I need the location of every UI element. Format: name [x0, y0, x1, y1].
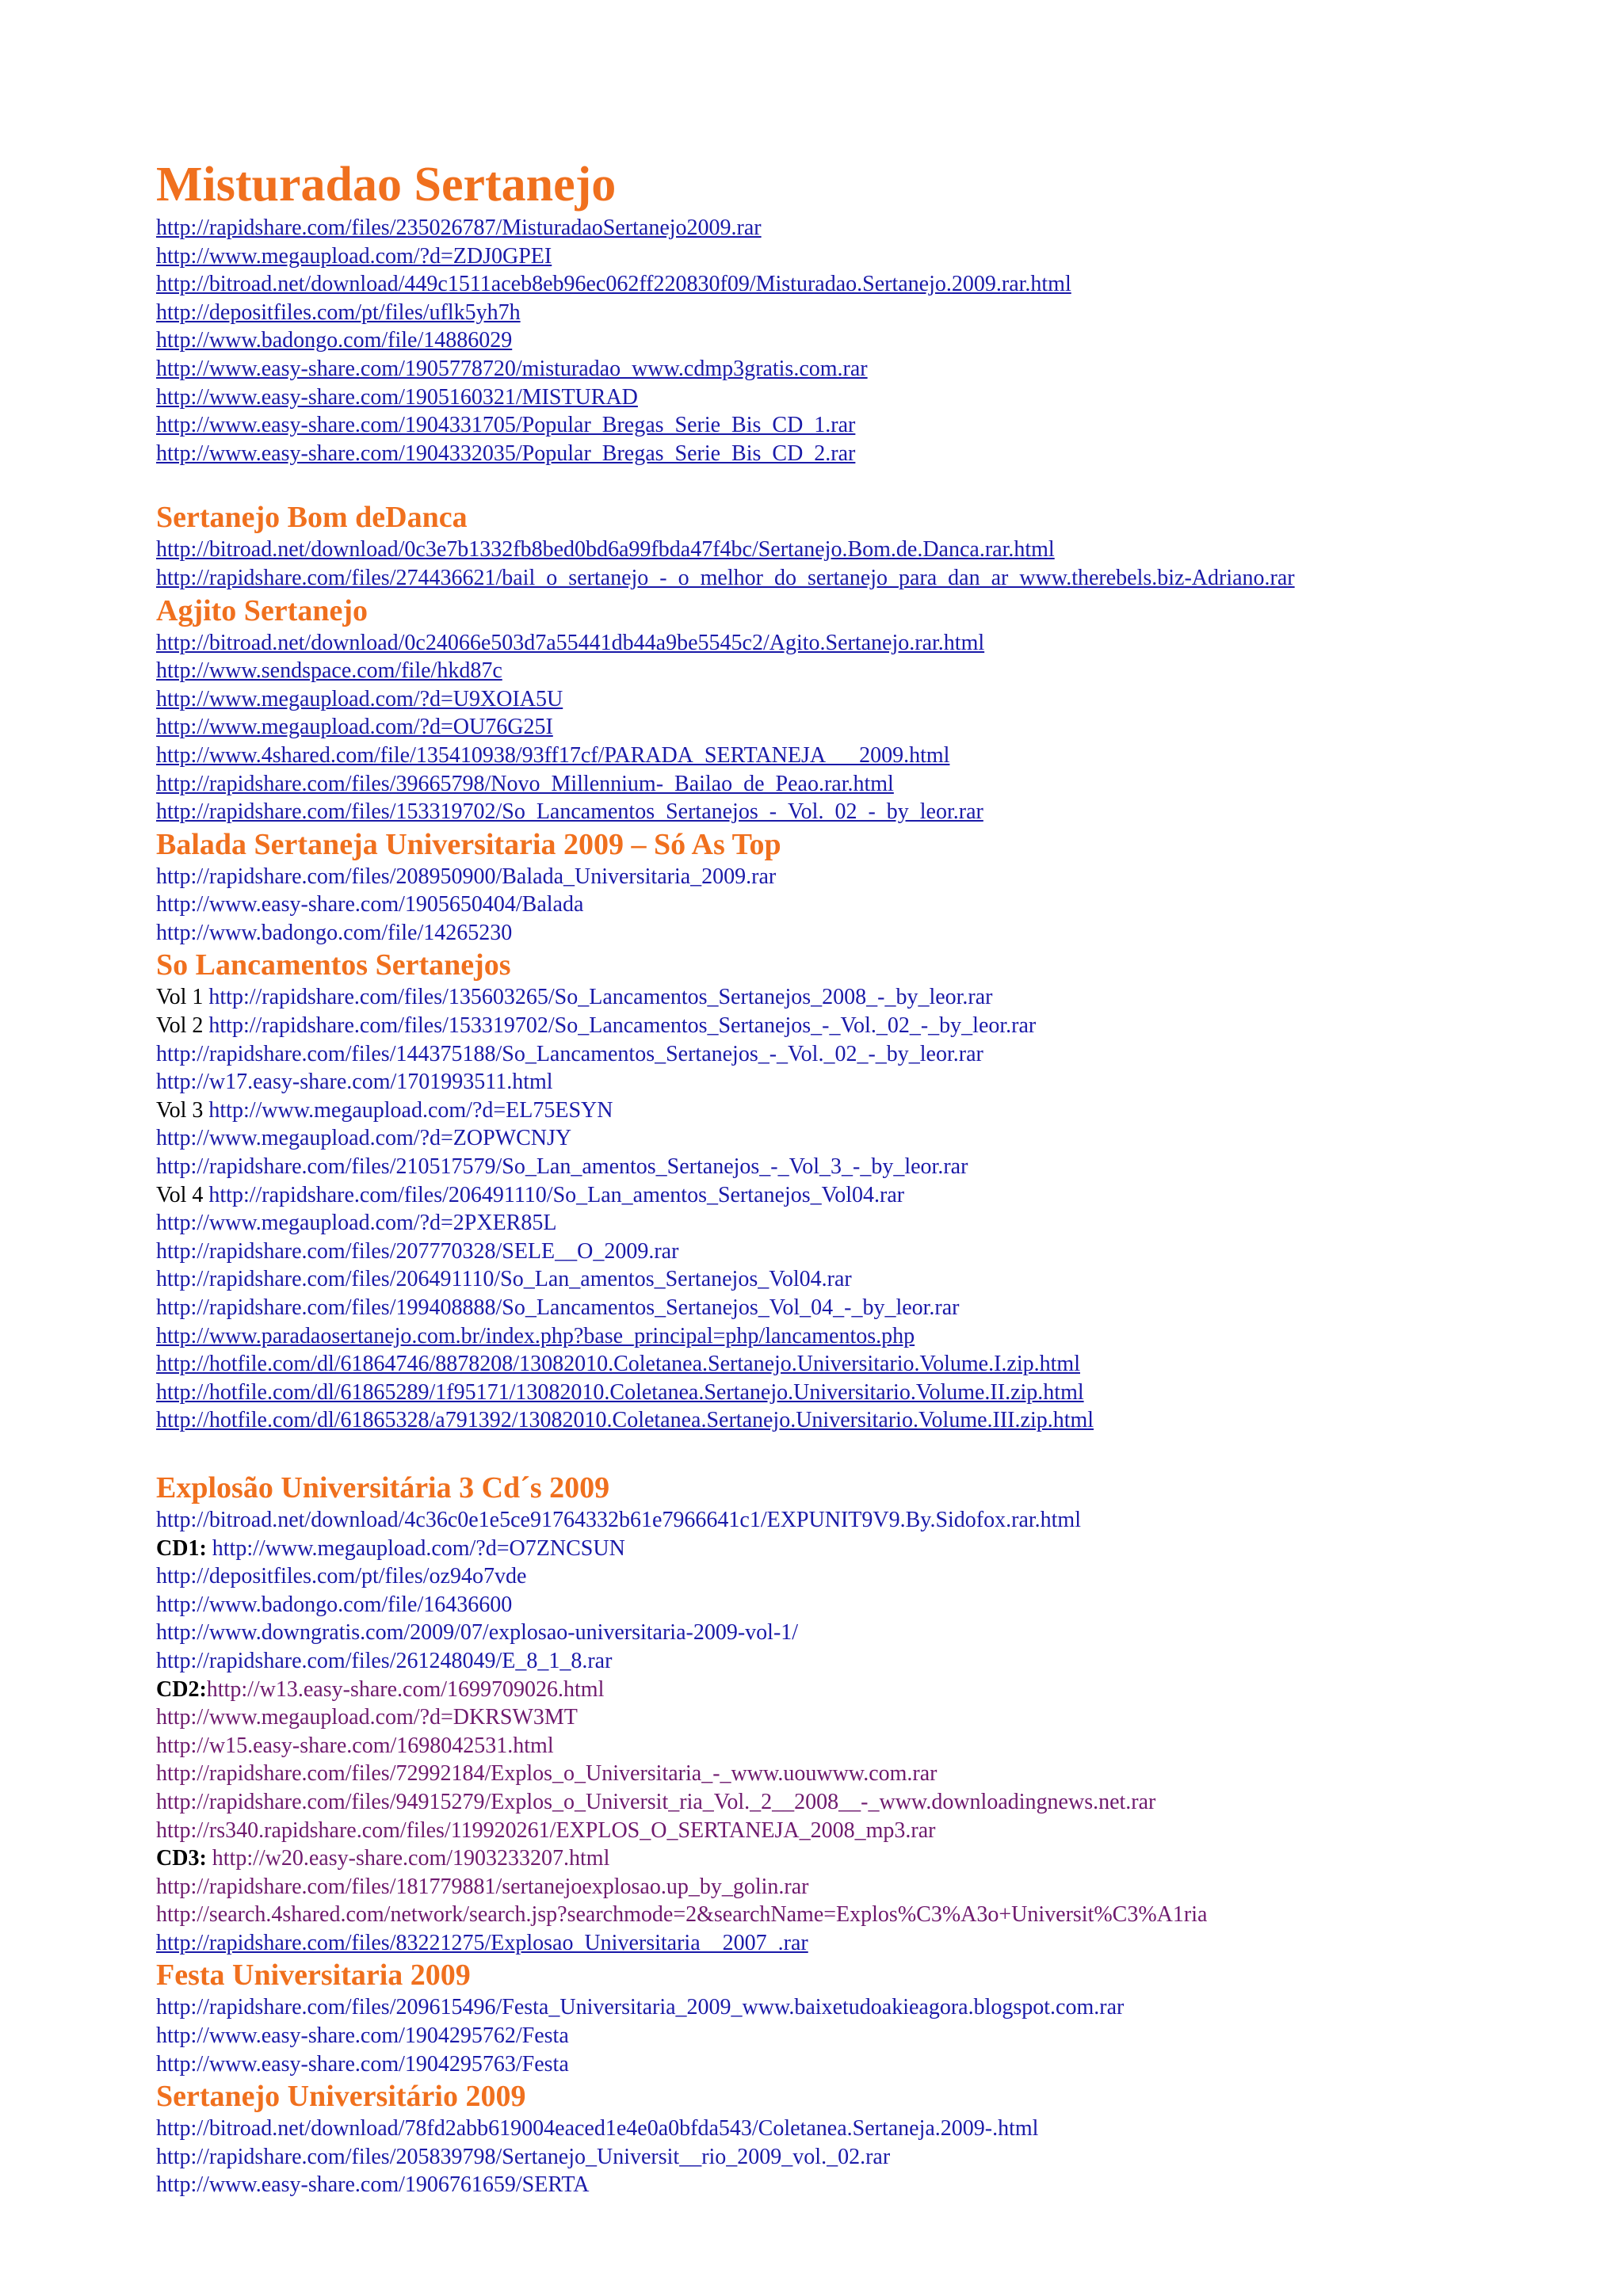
list-item [156, 1040, 1583, 1069]
section-heading: Festa Universitaria 2009 [156, 1958, 471, 1993]
list-item [156, 270, 1583, 299]
download-link[interactable]: http://www.badongo.com/file/14886029 [156, 328, 513, 353]
list-item [156, 1209, 1583, 1238]
download-link[interactable]: http://w13.easy-share.com/1699709026.html [206, 1676, 605, 1702]
list-item [156, 742, 1583, 770]
download-link[interactable]: http://www.easy-share.com/1904295763/Festa [156, 2051, 569, 2077]
list-item [156, 1732, 1583, 1760]
download-link[interactable]: http://www.easy-share.com/1904332035/Popular_Bregas_Serie_Bis_CD_2.rar [156, 441, 856, 466]
download-link[interactable]: http://rapidshare.com/files/72992184/Explos_o_Universitaria_-_www.uouwww.com.rar [156, 1761, 938, 1787]
section-spacer [156, 1435, 1583, 1470]
list-item [156, 1506, 1583, 1535]
download-link[interactable]: http://rapidshare.com/files/210517579/So_Lan_amentos_Sertanejos_-_Vol_3_-_by_leor.rar [156, 1154, 968, 1180]
download-link[interactable]: http://bitroad.net/download/0c3e7b1332fb8bed0bd6a99fbda47f4bc/Sertanejo.Bom.de.Danca.rar.html [156, 537, 1055, 563]
download-link[interactable]: http://rapidshare.com/files/206491110/So_Lan_amentos_Sertanejos_Vol04.rar [208, 1182, 905, 1207]
download-link[interactable]: http://www.megaupload.com/?d=U9XOIA5U [156, 686, 563, 711]
list-item [156, 242, 1583, 271]
download-link[interactable]: http://www.megaupload.com/?d=OU76G25I [156, 715, 553, 740]
list-item [156, 863, 1583, 891]
section-heading: Sertanejo Universitário 2009 [156, 2080, 526, 2114]
download-link[interactable]: http://hotfile.com/dl/61865289/1f95171/13082010.Coletanea.Sertanejo.Universitario.Volume.II.zip.html [156, 1379, 1084, 1405]
download-link[interactable]: http://rs340.rapidshare.com/files/119920261/EXPLOS_O_SERTANEJA_2008_mp3.rar [156, 1817, 936, 1843]
list-item [156, 1760, 1583, 1788]
download-link[interactable]: http://w15.easy-share.com/1698042531.html [156, 1733, 554, 1758]
download-link[interactable]: http://w17.easy-share.com/1701993511.html [156, 1070, 553, 1095]
section-heading: Explosão Universitária 3 Cd´s 2009 [156, 1470, 610, 1505]
download-link[interactable]: http://www.easy-share.com/1905160321/MISTURAD [156, 384, 638, 410]
download-link[interactable]: http://rapidshare.com/files/208950900/Balada_Universitaria_2009.rar [156, 864, 777, 889]
list-item [156, 564, 1583, 593]
list-item [156, 1322, 1583, 1351]
download-link[interactable]: http://www.megaupload.com/?d=2PXER85L [156, 1211, 557, 1236]
section-heading: Agjito Sertanejo [156, 593, 368, 627]
list-item [156, 1153, 1583, 1181]
volume-label: CD2: [156, 1676, 207, 1702]
section-heading: Balada Sertaneja Universitaria 2009 – Só As Top [156, 827, 781, 861]
list-item [156, 1406, 1583, 1435]
download-link[interactable]: http://www.megaupload.com/?d=DKRSW3MT [156, 1705, 578, 1730]
volume-label: Vol 1 [156, 985, 209, 1010]
section-spacer [156, 467, 1583, 499]
volume-label: Vol 3 [156, 1097, 209, 1123]
list-item [156, 1181, 1583, 1210]
download-link[interactable]: http://rapidshare.com/files/261248049/E_8_1_8.rar [156, 1648, 613, 1673]
download-link[interactable]: http://www.megaupload.com/?d=O7ZNCSUN [212, 1535, 625, 1561]
list-item [156, 1788, 1583, 1817]
download-link[interactable]: http://bitroad.net/download/449c1511aceb8eb96ec062ff220830f09/Misturadao.Sertanejo.2009.rar.html [156, 272, 1071, 297]
download-link[interactable]: http://rapidshare.com/files/209615496/Festa_Universitaria_2009_www.baixetudoakieagora.blogspot.com.rar [156, 1995, 1125, 2020]
download-link[interactable]: http://rapidshare.com/files/153319702/So_Lancamentos_Sertanejos_-_Vol._02_-_by_leor.rar [156, 799, 983, 825]
download-link[interactable]: http://depositfiles.com/pt/files/oz94o7vde [156, 1564, 527, 1589]
download-link[interactable]: http://rapidshare.com/files/144375188/So_Lancamentos_Sertanejos_-_Vol._02_-_by_leor.rar [156, 1041, 983, 1066]
download-link[interactable]: http://www.sendspace.com/file/hkd87c [156, 658, 502, 684]
download-link[interactable]: http://rapidshare.com/files/83221275/Explosao_Universitaria__2007_.rar [156, 1930, 808, 1955]
list-item [156, 1591, 1583, 1619]
list-item [156, 1929, 1583, 1958]
download-link[interactable]: http://bitroad.net/download/4c36c0e1e5ce91764332b61e7966641c1/EXPUNIT9V9.By.Sidofox.rar.html [156, 1507, 1081, 1532]
list-item [156, 1844, 1583, 1873]
list-item [156, 891, 1583, 919]
list-item [156, 1817, 1583, 1845]
download-link[interactable]: http://hotfile.com/dl/61864746/8878208/13082010.Coletanea.Sertanejo.Universitario.Volume.I.zip.html [156, 1352, 1080, 1377]
list-item [156, 383, 1583, 412]
list-item [156, 1294, 1583, 1322]
list-item [156, 355, 1583, 383]
download-link[interactable]: http://rapidshare.com/files/274436621/bail_o_sertanejo_-_o_melhor_do_sertanejo_para_dan_ar_www.therebels.biz-Adriano.rar [156, 565, 1295, 590]
download-link[interactable]: http://www.megaupload.com/?d=EL75ESYN [208, 1097, 613, 1123]
download-link[interactable]: http://w20.easy-share.com/1903233207.html [212, 1846, 610, 1871]
volume-label: Vol 2 [156, 1013, 209, 1039]
list-item [156, 1265, 1583, 1294]
download-link[interactable]: http://www.megaupload.com/?d=ZOPWCNJY [156, 1126, 572, 1151]
list-item [156, 411, 1583, 440]
list-item [156, 299, 1583, 327]
download-link[interactable]: http://rapidshare.com/files/181779881/sertanejoexplosao.up_by_golin.rar [156, 1874, 809, 1899]
list-item [156, 713, 1583, 742]
list-item [156, 1619, 1583, 1647]
list-item [156, 2050, 1583, 2079]
list-item [156, 1676, 1583, 1704]
list-item [156, 1350, 1583, 1379]
download-link[interactable]: http://hotfile.com/dl/61865328/a791392/13082010.Coletanea.Sertanejo.Universitario.Volume.III.zip.html [156, 1408, 1094, 1433]
list-item [156, 798, 1583, 826]
list-item [156, 685, 1583, 714]
list-item [156, 1703, 1583, 1732]
list-item [156, 919, 1583, 948]
list-item [156, 983, 1583, 1012]
volume-label: CD3: [156, 1846, 212, 1871]
list-item [156, 1238, 1583, 1266]
download-link[interactable]: http://rapidshare.com/files/207770328/SELE__O_2009.rar [156, 1238, 679, 1264]
volume-label: Vol 4 [156, 1182, 209, 1207]
list-item [156, 1873, 1583, 1901]
download-link[interactable]: http://rapidshare.com/files/199408888/So_Lancamentos_Sertanejos_Vol_04_-_by_leor.rar [156, 1295, 960, 1320]
list-item [156, 536, 1583, 564]
download-link[interactable]: http://rapidshare.com/files/206491110/So_Lan_amentos_Sertanejos_Vol04.rar [156, 1267, 852, 1292]
section-heading: Sertanejo Bom deDanca [156, 501, 468, 535]
download-link[interactable]: http://rapidshare.com/files/94915279/Explos_o_Universit_ria_Vol._2__2008__-_www.downloadingnews.net.rar [156, 1789, 1156, 1814]
download-link[interactable]: http://rapidshare.com/files/235026787/MisturadaoSertanejo2009.rar [156, 215, 762, 240]
download-link[interactable]: http://depositfiles.com/pt/files/uflk5yh7h [156, 299, 521, 325]
list-item [156, 1562, 1583, 1591]
download-link[interactable]: http://www.megaupload.com/?d=ZDJ0GPEI [156, 243, 552, 269]
download-link[interactable]: http://www.badongo.com/file/14265230 [156, 920, 513, 945]
list-item [156, 1535, 1583, 1563]
list-item [156, 2143, 1583, 2172]
list-item [156, 2022, 1583, 2050]
list-item [156, 1379, 1583, 1407]
download-link[interactable]: http://rapidshare.com/files/135603265/So_Lancamentos_Sertanejos_2008_-_by_leor.rar [208, 985, 993, 1010]
list-item [156, 1124, 1583, 1153]
section-heading: So Lancamentos Sertanejos [156, 948, 511, 982]
download-link[interactable]: http://rapidshare.com/files/39665798/Novo_Millennium-_Bailao_de_Peao.rar.html [156, 771, 894, 796]
download-link[interactable]: http://www.easy-share.com/1905650404/Balada [156, 892, 584, 917]
list-item [156, 1068, 1583, 1097]
list-item [156, 770, 1583, 799]
list-item [156, 657, 1583, 685]
volume-label: CD1: [156, 1535, 212, 1561]
list-item [156, 440, 1583, 468]
list-item [156, 629, 1583, 658]
download-link[interactable]: http://rapidshare.com/files/153319702/So_Lancamentos_Sertanejos_-_Vol._02_-_by_leor.rar [208, 1013, 1037, 1039]
download-link[interactable]: http://www.paradaosertanejo.com.br/index.php?base_principal=php/lancamentos.php [156, 1323, 915, 1348]
download-link[interactable]: http://rapidshare.com/files/205839798/Sertanejo_Universit__rio_2009_vol._02.rar [156, 2144, 891, 2169]
download-link[interactable]: http://www.easy-share.com/1904295762/Festa [156, 2023, 569, 2049]
download-link[interactable]: http://www.easy-share.com/1906761659/SERTA [156, 2172, 590, 2198]
download-link[interactable]: http://www.downgratis.com/2009/07/explosao-universitaria-2009-vol-1/ [156, 1620, 799, 1646]
download-link[interactable]: http://bitroad.net/download/78fd2abb619004eaced1e4e0a0bfda543/Coletanea.Sertaneja.2009-.html [156, 2116, 1039, 2142]
list-item [156, 1993, 1583, 2022]
list-item [156, 1012, 1583, 1040]
list-item [156, 2171, 1583, 2199]
list-item [156, 2115, 1583, 2143]
list-item [156, 1647, 1583, 1676]
document-page [156, 155, 1583, 2199]
download-link[interactable]: http://www.easy-share.com/1905778720/misturadao_www.cdmp3gratis.com.rar [156, 356, 868, 381]
download-link[interactable]: http://bitroad.net/download/0c24066e503d7a55441db44a9be5545c2/Agito.Sertanejo.rar.html [156, 630, 985, 655]
list-item [156, 326, 1583, 355]
download-link[interactable]: http://www.badongo.com/file/16436600 [156, 1592, 513, 1617]
download-link[interactable]: http://www.4shared.com/file/135410938/93ff17cf/PARADA_SERTANEJA___2009.html [156, 742, 950, 768]
download-link[interactable]: http://search.4shared.com/network/search.jsp?searchmode=2&searchName=Explos%C3%A3o+Universit%C3%A1ria [156, 1902, 1208, 1928]
list-item [156, 214, 1583, 242]
list-item [156, 1901, 1583, 1929]
download-link[interactable]: http://www.easy-share.com/1904331705/Popular_Bregas_Serie_Bis_CD_1.rar [156, 413, 856, 438]
section-heading: Misturadao Sertanejo [156, 158, 617, 212]
list-item [156, 1097, 1583, 1125]
